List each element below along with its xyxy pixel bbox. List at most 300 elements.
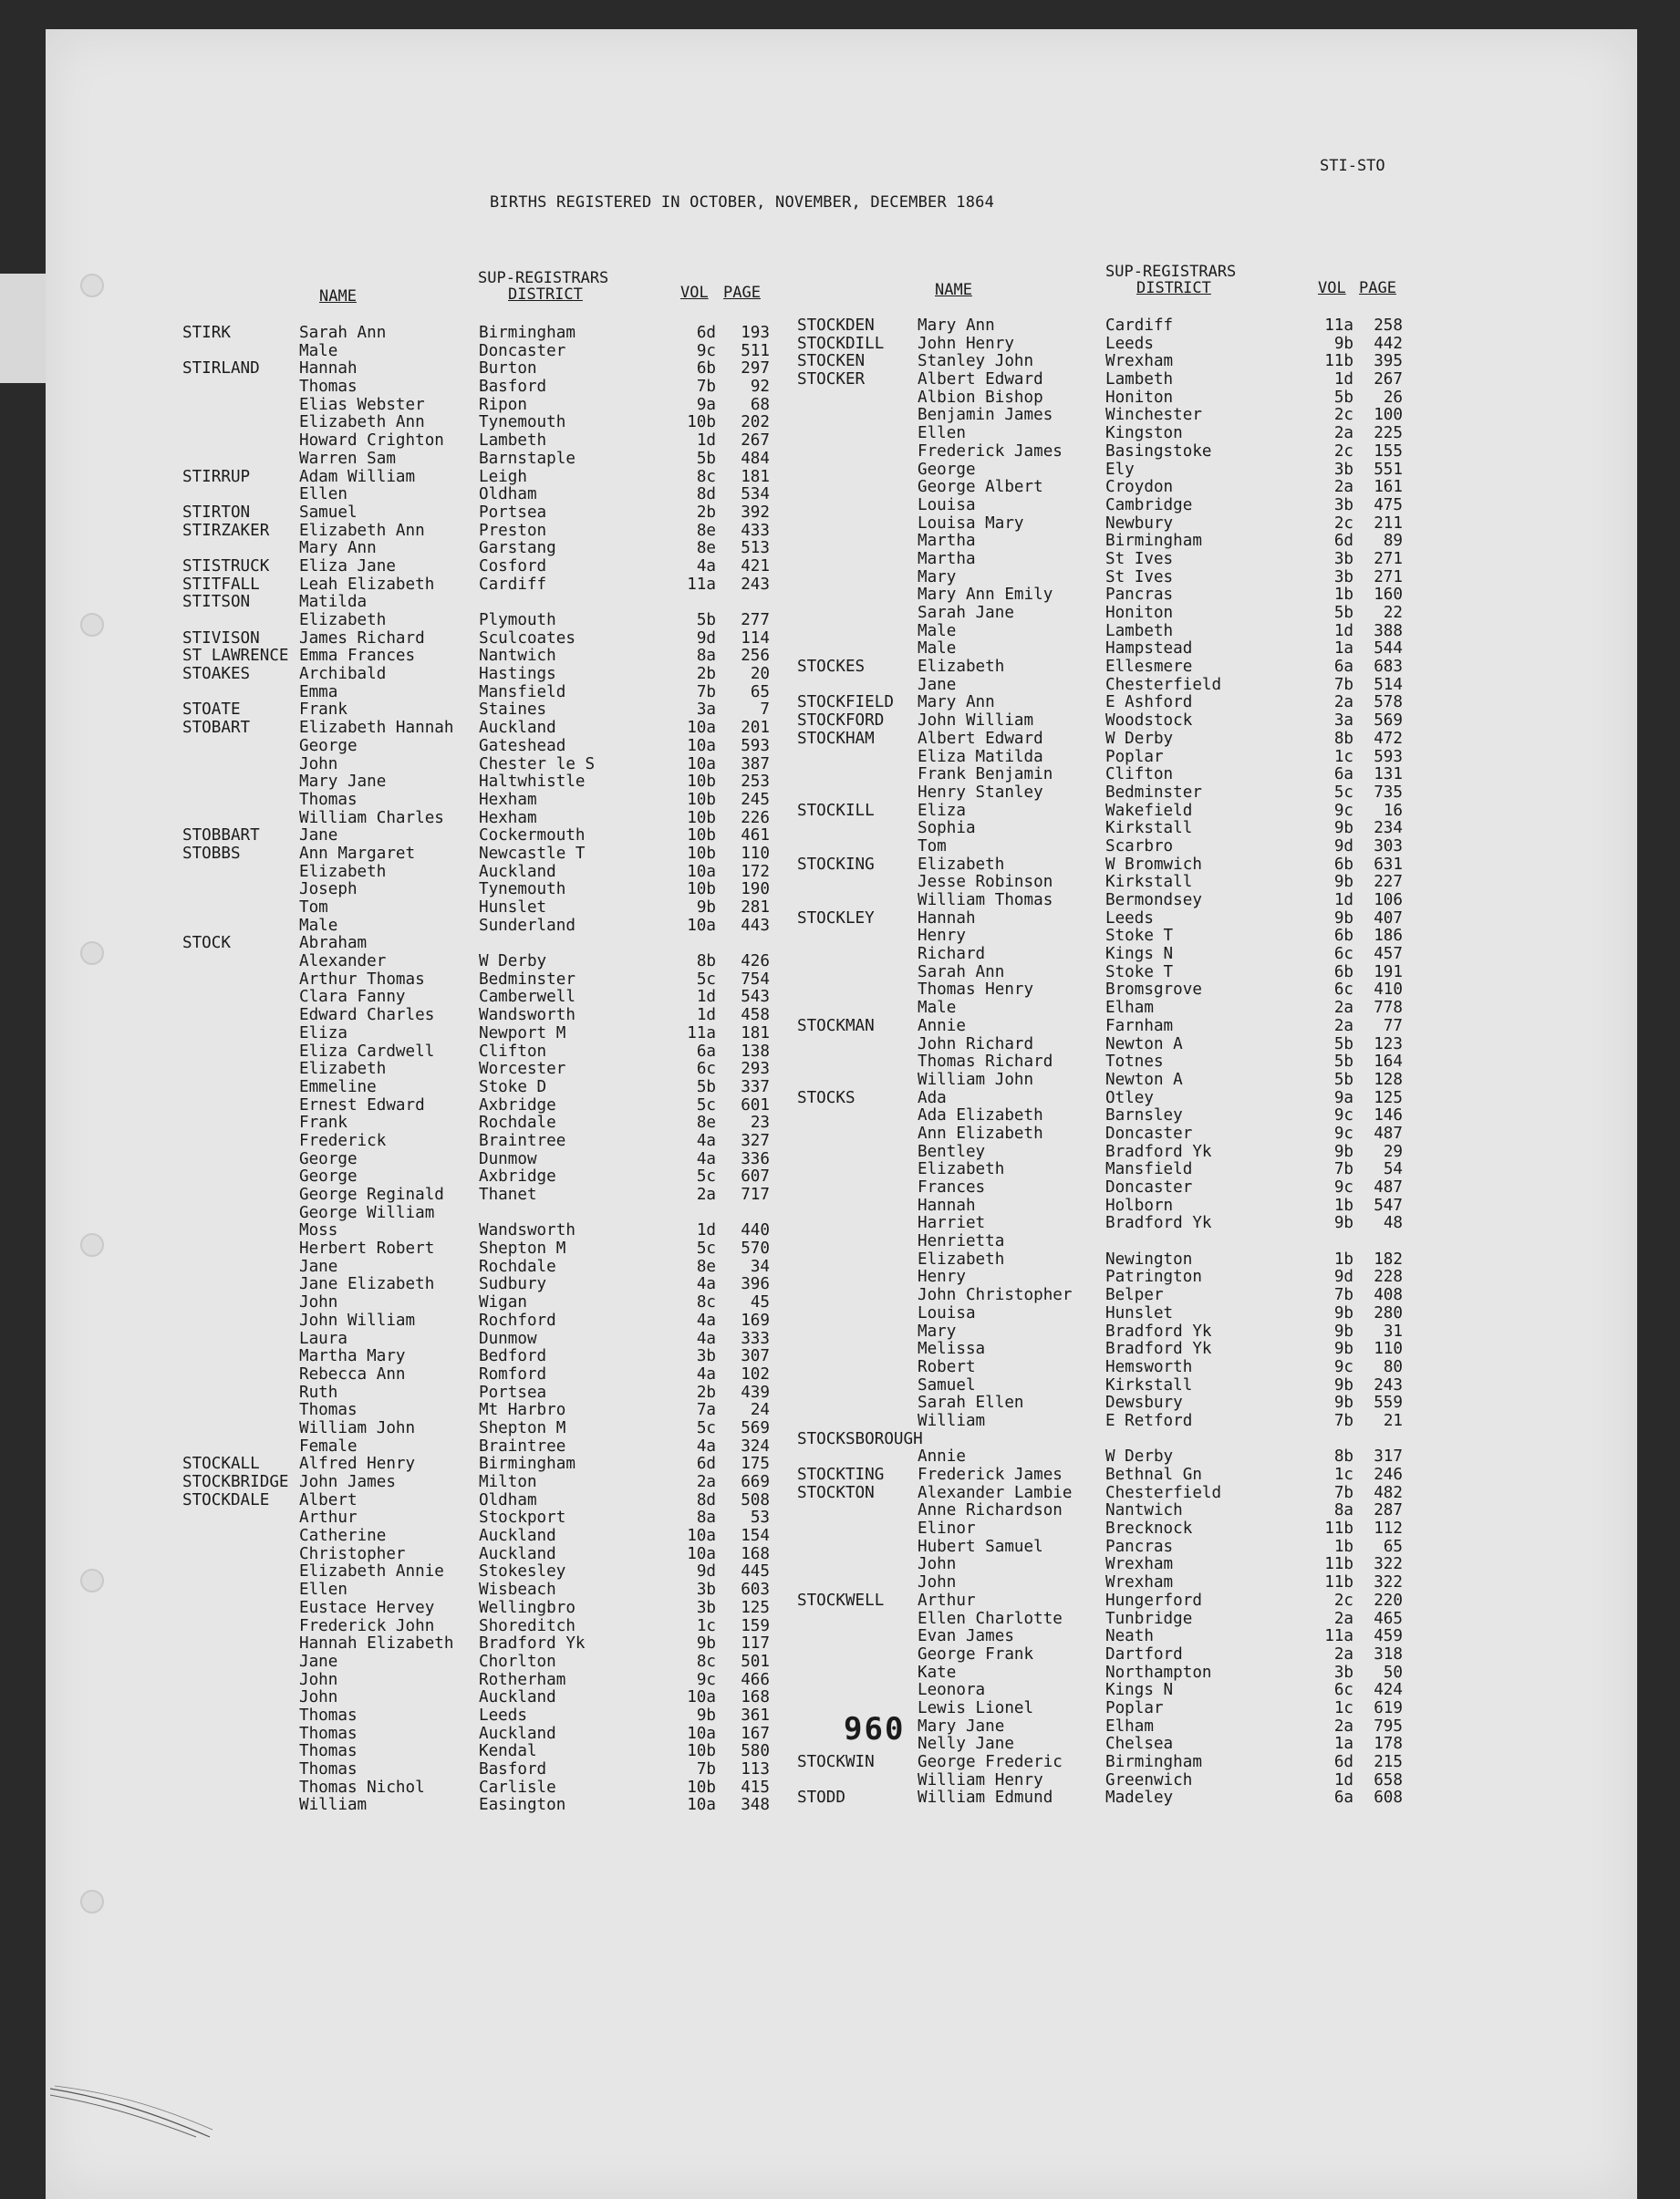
entry-forenames: Thomas Nichol (299, 1778, 425, 1797)
entry-district: Bradford Yk (479, 1634, 586, 1654)
entry-page: 80 (1383, 1357, 1403, 1376)
entry-forenames: Thomas (299, 1724, 358, 1743)
entry-forenames: Frances (918, 1178, 986, 1197)
entry-surname: STOCKWELL (797, 1591, 885, 1610)
entry-volume: 8b (1333, 729, 1353, 748)
entry-volume: 5b (1333, 1034, 1353, 1053)
entry-volume: 9a (1333, 1088, 1353, 1107)
entry-volume: 7b (1333, 675, 1353, 694)
entry-district: Basford (479, 378, 547, 397)
entry-district: Brecknock (1105, 1520, 1193, 1539)
entry-forenames: Frank Benjamin (918, 765, 1053, 784)
entry-page: 578 (1374, 693, 1403, 712)
entry-page: 440 (741, 1221, 770, 1240)
entry-volume: 2b (696, 665, 716, 684)
entry-district: Greenwich (1105, 1770, 1193, 1789)
entry-page: 271 (1374, 549, 1403, 568)
entry-volume: 3a (1333, 711, 1353, 731)
entry-volume: 1d (1333, 621, 1353, 640)
entry-district: Kingston (1105, 424, 1183, 443)
entry-volume: 8a (1333, 1501, 1353, 1520)
entry-volume: 3b (1333, 495, 1353, 514)
entry-volume: 2a (1333, 693, 1353, 712)
entry-forenames: Robert (918, 1357, 976, 1376)
entry-volume: 4a (696, 1149, 716, 1168)
entry-volume: 7b (1333, 1411, 1353, 1430)
entry-district: Stoke D (479, 1077, 547, 1096)
entry-volume: 1c (1333, 747, 1353, 766)
entry-surname: STOAKES (182, 665, 251, 684)
entry-district: Wrexham (1105, 352, 1174, 371)
entry-page: 458 (741, 1006, 770, 1025)
entry-surname: STODD (797, 1789, 845, 1808)
entry-volume: 2a (1333, 424, 1353, 443)
entry-page: 160 (1374, 586, 1403, 605)
entry-forenames: Frederick James (918, 1466, 1063, 1484)
entry-forenames: Arthur Thomas (299, 970, 425, 989)
entry-forenames: William John (918, 1070, 1034, 1089)
entry-page: 277 (741, 611, 770, 629)
entry-page: 795 (1374, 1717, 1403, 1736)
entry-page: 658 (1374, 1770, 1403, 1789)
entry-district: Bromsgrove (1105, 980, 1202, 1000)
entry-volume: 10a (687, 916, 716, 935)
entry-page: 110 (741, 844, 770, 863)
entry-page: 607 (741, 1167, 770, 1187)
entry-volume: 1c (1333, 1466, 1353, 1484)
entry-page: 131 (1374, 765, 1403, 784)
entry-district: Ellesmere (1105, 658, 1193, 677)
entry-district: Newport M (479, 1023, 566, 1042)
entry-forenames: Leah Elizabeth (299, 575, 435, 594)
entry-forenames: John (299, 754, 338, 773)
entry-surname: STIRZAKER (182, 521, 270, 540)
entry-district: Chesterfield (1105, 675, 1222, 694)
entry-forenames: John William (918, 711, 1034, 731)
entry-forenames: Laura (299, 1329, 347, 1348)
entry-page: 201 (741, 719, 770, 738)
right-district-header-line1: SUP-REGISTRARS (1105, 263, 1237, 281)
entry-district: Cockermouth (479, 826, 586, 845)
entry-page: 297 (741, 359, 770, 379)
entry-volume: 5c (696, 970, 716, 989)
entry-forenames: William Henry (918, 1770, 1043, 1789)
entry-forenames: Sarah Jane (918, 604, 1014, 622)
entry-district: Chester le S (479, 754, 596, 773)
entry-page: 534 (741, 485, 770, 504)
entry-page: 267 (1374, 370, 1403, 389)
entry-page: 138 (741, 1042, 770, 1061)
entry-forenames: George William (299, 1203, 435, 1222)
entry-district: Kings N (1105, 945, 1174, 964)
entry-surname: STOCKBRIDGE (182, 1473, 289, 1491)
entry-volume: 9b (1333, 1322, 1353, 1341)
entry-forenames: Benjamin James (918, 406, 1053, 425)
entry-forenames: Bentley (918, 1142, 986, 1161)
entry-page: 190 (741, 880, 770, 899)
entry-district: W Bromwich (1105, 855, 1202, 874)
entry-district: Bradford Yk (1105, 1340, 1212, 1359)
entry-surname: STOCKTON (797, 1483, 875, 1502)
entry-page: 433 (741, 521, 770, 540)
entry-district: Sculcoates (479, 628, 576, 648)
entry-page: 348 (741, 1796, 770, 1815)
entry-forenames: Matilda (299, 593, 368, 612)
entry-forenames: Louisa Mary (918, 513, 1024, 533)
entry-district: Carlisle (479, 1778, 556, 1797)
entry-page: 68 (750, 395, 770, 414)
entry-district: Kirkstall (1105, 873, 1193, 892)
entry-volume: 9d (696, 1562, 716, 1582)
entry-volume: 6a (1333, 1789, 1353, 1808)
entry-page: 92 (750, 378, 770, 397)
punch-hole (80, 1890, 104, 1914)
entry-page: 181 (741, 467, 770, 486)
entry-forenames: George (299, 1149, 358, 1168)
entry-page: 172 (741, 862, 770, 881)
entry-forenames: Elizabeth Ann (299, 521, 425, 540)
entry-page: 287 (1374, 1501, 1403, 1520)
entry-page: 113 (741, 1760, 770, 1779)
entry-forenames: Male (918, 999, 957, 1018)
entry-forenames: Albert Edward (918, 370, 1043, 389)
left-district-header-line1: SUP-REGISTRARS (478, 269, 609, 287)
entry-forenames: John William (299, 1311, 416, 1330)
entry-district: Barnstaple (479, 449, 576, 468)
entry-district: Hungerford (1105, 1591, 1202, 1610)
entry-volume: 9b (1333, 1375, 1353, 1395)
entry-forenames: Thomas (299, 1742, 358, 1761)
entry-forenames: Howard Crighton (299, 431, 444, 451)
entry-forenames: Mary (918, 567, 957, 586)
entry-district: Honiton (1105, 388, 1174, 407)
entry-page: 20 (750, 665, 770, 684)
entry-page: 125 (741, 1598, 770, 1617)
entry-forenames: Jane (299, 826, 338, 845)
entry-district: Lambeth (1105, 621, 1174, 640)
entry-surname: STOATE (182, 700, 241, 720)
entry-district: Poplar (1105, 1698, 1164, 1717)
entry-district: Belper (1105, 1286, 1164, 1305)
entry-district: Mansfield (479, 682, 566, 701)
entry-volume: 5b (1333, 604, 1353, 622)
entry-page: 89 (1383, 532, 1403, 551)
entry-forenames: Samuel (299, 503, 358, 522)
entry-forenames: Alexander Lambie (918, 1483, 1073, 1502)
entry-district: W Derby (1105, 729, 1174, 748)
entry-page: 227 (1374, 873, 1403, 892)
entry-forenames: Jane Elizabeth (299, 1275, 435, 1294)
entry-volume: 9b (696, 1706, 716, 1725)
punch-hole (80, 274, 104, 297)
entry-forenames: George (299, 736, 358, 755)
entry-forenames: John Richard (918, 1034, 1034, 1053)
entry-volume: 1d (1333, 891, 1353, 909)
entry-volume: 9a (696, 395, 716, 414)
entry-volume: 8e (696, 1257, 716, 1276)
entry-forenames: Kate (918, 1663, 957, 1682)
entry-volume: 3b (696, 1581, 716, 1600)
entry-page: 159 (741, 1616, 770, 1635)
entry-district: Northampton (1105, 1663, 1212, 1682)
entry-page: 100 (1374, 406, 1403, 425)
entry-page: 318 (1374, 1644, 1403, 1664)
entry-page: 421 (741, 556, 770, 576)
entry-page: 267 (741, 431, 770, 451)
entry-volume: 10b (687, 1742, 716, 1761)
entry-page: 570 (741, 1240, 770, 1259)
entry-page: 23 (750, 1114, 770, 1133)
entry-forenames: Jesse Robinson (918, 873, 1053, 892)
entry-forenames: Albion Bishop (918, 388, 1043, 407)
entry-volume: 2a (1333, 1717, 1353, 1736)
entry-district: Stockport (479, 1509, 566, 1528)
entry-forenames: Martha (918, 532, 976, 551)
entry-volume: 5b (1333, 1053, 1353, 1072)
entry-district: Birmingham (1105, 532, 1202, 551)
entry-page: 396 (741, 1275, 770, 1294)
entry-forenames: Ann Elizabeth (918, 1124, 1043, 1143)
entry-volume: 6d (696, 324, 716, 342)
entry-volume: 9b (1333, 1303, 1353, 1323)
entry-forenames: Richard (918, 945, 986, 964)
entry-volume: 6a (696, 1042, 716, 1061)
entry-forenames: Alfred Henry (299, 1455, 416, 1474)
entry-district: Wisbeach (479, 1581, 556, 1600)
entry-forenames: Mary Ann (299, 539, 377, 558)
entry-page: 168 (741, 1688, 770, 1707)
entry-district: Bedminster (1105, 783, 1202, 802)
entry-page: 459 (1374, 1627, 1403, 1646)
entry-page: 395 (1374, 352, 1403, 371)
entry-forenames: Emma (299, 682, 338, 701)
entry-page: 34 (750, 1257, 770, 1276)
entry-forenames: Ernest Edward (299, 1095, 425, 1115)
entry-forenames: William (918, 1411, 986, 1430)
entry-forenames: Eliza Cardwell (299, 1042, 435, 1061)
entry-volume: 2a (1333, 1609, 1353, 1628)
entry-forenames: Nelly Jane (918, 1735, 1014, 1754)
entry-page: 543 (741, 988, 770, 1007)
entry-district: Totnes (1105, 1053, 1164, 1072)
entry-district: St Ives (1105, 567, 1174, 586)
entry-volume: 2a (696, 1473, 716, 1491)
entry-volume: 6a (1333, 658, 1353, 677)
entry-volume: 10b (687, 826, 716, 845)
entry-page: 475 (1374, 495, 1403, 514)
entry-district: Braintree (479, 1131, 566, 1150)
entry-forenames: William Edmund (918, 1789, 1053, 1808)
entry-page: 361 (741, 1706, 770, 1725)
entry-district: Tynemouth (479, 880, 566, 899)
entry-district: Honiton (1105, 604, 1174, 622)
entry-volume: 6a (1333, 765, 1353, 784)
entry-district: Doncaster (1105, 1124, 1193, 1143)
entry-forenames: John (299, 1293, 338, 1312)
entry-surname: STOCKDILL (797, 334, 885, 353)
entry-volume: 9c (696, 1670, 716, 1689)
entry-volume: 8e (696, 539, 716, 558)
entry-forenames: Female (299, 1437, 358, 1456)
entry-page: 65 (750, 682, 770, 701)
entry-forenames: Ada (918, 1088, 947, 1107)
left-page-header: PAGE (723, 284, 761, 302)
entry-page: 408 (1374, 1286, 1403, 1305)
entry-volume: 2c (1333, 406, 1353, 425)
entry-district: Bradford Yk (1105, 1142, 1212, 1161)
entry-volume: 3b (1333, 460, 1353, 479)
entry-volume: 7b (696, 682, 716, 701)
entry-forenames: Frank (299, 700, 347, 720)
entry-volume: 3b (1333, 567, 1353, 586)
entry-forenames: Elinor (918, 1520, 976, 1539)
entry-surname: STOCKILL (797, 801, 875, 820)
entry-forenames: Thomas (299, 790, 358, 809)
entry-page: 125 (1374, 1088, 1403, 1107)
entry-district: Cardiff (479, 575, 547, 594)
entry-volume: 8c (696, 467, 716, 486)
entry-surname: STISTRUCK (182, 556, 270, 576)
entry-forenames: Eliza Matilda (918, 747, 1043, 766)
entry-district: Basford (479, 1760, 547, 1779)
entry-volume: 10a (687, 1724, 716, 1743)
entry-district: Sudbury (479, 1275, 547, 1294)
entry-forenames: Mary (918, 1322, 957, 1341)
entry-volume: 1d (1333, 370, 1353, 389)
entry-volume: 10a (687, 754, 716, 773)
entry-page: 65 (1383, 1537, 1403, 1556)
entry-district: Kirkstall (1105, 819, 1193, 838)
entry-page: 112 (1374, 1520, 1403, 1539)
entry-forenames: Louisa (918, 495, 976, 514)
entry-page: 31 (1383, 1322, 1403, 1341)
entry-forenames: Eliza (918, 801, 966, 820)
entry-page: 245 (741, 790, 770, 809)
entry-page: 225 (1374, 424, 1403, 443)
entry-district: Clifton (1105, 765, 1174, 784)
entry-page: 220 (1374, 1591, 1403, 1610)
entry-volume: 5c (696, 1240, 716, 1259)
entry-volume: 9d (696, 628, 716, 648)
entry-district: Nantwich (1105, 1501, 1183, 1520)
entry-page: 181 (741, 1023, 770, 1042)
entry-forenames: Louisa (918, 1303, 976, 1323)
entry-page: 234 (1374, 819, 1403, 838)
entry-volume: 8e (696, 1114, 716, 1133)
entry-surname: STOCKER (797, 370, 866, 389)
entry-volume: 1b (1333, 1250, 1353, 1269)
entry-district: Ely (1105, 460, 1135, 479)
entry-forenames: Thomas (299, 378, 358, 397)
entry-forenames: Adam William (299, 467, 416, 486)
entry-forenames: Jane (299, 1652, 338, 1671)
entry-page: 53 (750, 1509, 770, 1528)
entry-district: Hexham (479, 790, 537, 809)
entry-volume: 6d (1333, 1753, 1353, 1771)
entry-page: 683 (1374, 658, 1403, 677)
entry-volume: 10a (687, 1796, 716, 1815)
entry-page: 511 (741, 341, 770, 360)
entry-forenames: Thomas (299, 1760, 358, 1779)
entry-district: Wakefield (1105, 801, 1193, 820)
entry-forenames: William John (299, 1418, 416, 1437)
entry-forenames: Emma Frances (299, 647, 416, 666)
entry-forenames: Arthur (299, 1509, 358, 1528)
entry-district: Rochdale (479, 1114, 556, 1133)
entry-forenames: Martha Mary (299, 1347, 406, 1366)
entry-forenames: Annie (918, 1447, 966, 1467)
entry-district: Newton A (1105, 1070, 1183, 1089)
entry-forenames: Sarah Ann (918, 962, 1005, 981)
entry-volume: 9c (1333, 1357, 1353, 1376)
entry-page: 322 (1374, 1555, 1403, 1574)
entry-page: 29 (1383, 1142, 1403, 1161)
entry-district: Hunslet (479, 898, 547, 917)
punch-hole (80, 941, 104, 965)
entry-volume: 2a (696, 1186, 716, 1204)
entry-page: 186 (1374, 927, 1403, 946)
entry-volume: 11a (1324, 1627, 1353, 1646)
entry-volume: 5c (696, 1095, 716, 1115)
entry-surname: STIRTON (182, 503, 251, 522)
entry-forenames: Eliza Jane (299, 556, 396, 576)
entry-forenames: Tom (299, 898, 328, 917)
entry-volume: 6c (696, 1060, 716, 1079)
entry-district: Portsea (479, 503, 547, 522)
entry-page: 50 (1383, 1663, 1403, 1682)
entry-page: 508 (741, 1490, 770, 1509)
entry-page: 102 (741, 1364, 770, 1384)
entry-volume: 10b (687, 1778, 716, 1797)
entry-volume: 9b (1333, 1214, 1353, 1233)
entry-volume: 5b (696, 449, 716, 468)
entry-surname: STOCKMAN (797, 1016, 875, 1035)
entry-page: 754 (741, 970, 770, 989)
entry-district: Hunslet (1105, 1303, 1174, 1323)
entry-district: Doncaster (1105, 1178, 1193, 1197)
entry-page: 513 (741, 539, 770, 558)
right-district-header-line2: DISTRICT (1136, 279, 1211, 297)
entry-page: 106 (1374, 891, 1403, 909)
entry-forenames: Stanley John (918, 352, 1034, 371)
entry-district: Holborn (1105, 1196, 1174, 1215)
entry-district: Chesterfield (1105, 1483, 1222, 1502)
entry-page: 175 (741, 1455, 770, 1474)
entry-volume: 1a (1333, 639, 1353, 659)
entry-forenames: Thomas Henry (918, 980, 1034, 1000)
entry-volume: 10b (687, 773, 716, 792)
entry-volume: 10a (687, 1527, 716, 1546)
entry-district: E Retford (1105, 1411, 1193, 1430)
entry-district: Barnsley (1105, 1106, 1183, 1125)
entry-page: 569 (1374, 711, 1403, 731)
entry-district: Axbridge (479, 1167, 556, 1187)
entry-district: Bradford Yk (1105, 1214, 1212, 1233)
entry-surname: STOCKFORD (797, 711, 885, 731)
entry-district: Winchester (1105, 406, 1202, 425)
entry-volume: 6c (1333, 1681, 1353, 1700)
entry-forenames: Male (918, 621, 957, 640)
entry-surname: ST LAWRENCE (182, 647, 289, 666)
left-name-header: NAME (319, 287, 357, 306)
entry-page: 601 (741, 1095, 770, 1115)
entry-forenames: Evan James (918, 1627, 1014, 1646)
entry-forenames: Henry Stanley (918, 783, 1043, 802)
entry-page: 551 (1374, 460, 1403, 479)
entry-volume: 6d (696, 1455, 716, 1474)
entry-volume: 1b (1333, 586, 1353, 605)
entry-district: Burton (479, 359, 537, 379)
